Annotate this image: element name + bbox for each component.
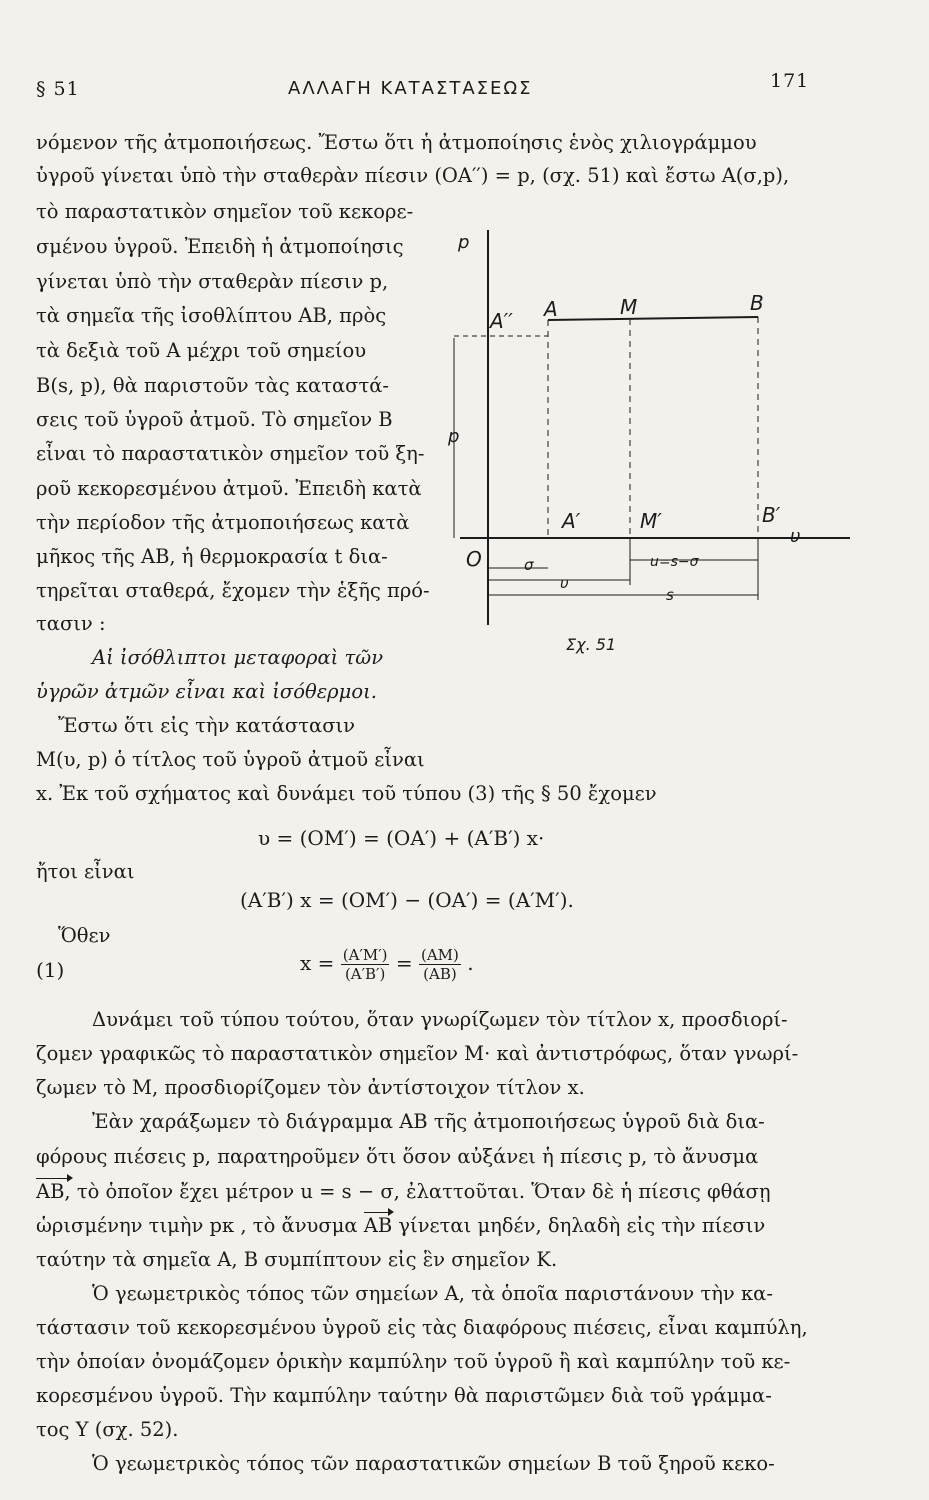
text-line: τὰ δεξιὰ τοῦ Α μέχρι τοῦ σημείου [36, 339, 367, 362]
section-number: § 51 [36, 78, 80, 100]
label-a-double-prime: Α′′ [490, 309, 513, 333]
eq-equals: = [395, 951, 413, 975]
text-line: Ἔστω ὅτι εἰς τὴν κατάστασιν [58, 714, 356, 737]
vector-ab: ΑΒ [363, 1214, 393, 1237]
equation-title-formula [300, 946, 474, 983]
figure-51-diagram [440, 220, 860, 670]
text-line: Β(s, p), θὰ παριστοῦν τὰς καταστά- [36, 374, 390, 397]
text-line: τηρεῖται σταθερά, ἔχομεν τὴν ἑξῆς πρό- [36, 579, 430, 602]
text-line: τος Υ (σχ. 52). [36, 1418, 179, 1441]
fraction-numerator: (ΑΜ) [420, 946, 459, 964]
fraction-numerator: (Α′Μ′) [342, 946, 388, 964]
fraction-primes [341, 946, 390, 983]
label-origin: Ο [466, 547, 482, 571]
text-line-rest: τὸ ὁποῖον ἔχει μέτρον u = s − σ, ἐλαττοῦται. Ὅταν δὲ ἡ πίεσις φθάσῃ [76, 1180, 771, 1203]
label-b: Β [750, 291, 764, 315]
eq-x: x = [300, 951, 335, 975]
text-line: φόρους πιέσεις p, παρατηροῦμεν ὅτι ὅσον αὐξάνει ἡ πίεσις p, τὸ ἄνυσμα [36, 1145, 759, 1168]
page-number: 171 [770, 70, 810, 92]
vector-ab: ΑΒ, [36, 1180, 71, 1203]
fraction-denominator: (ΑΒ) [423, 965, 457, 983]
text-line: ὑγροῦ γίνεται ὑπὸ τὴν σταθερὰν πίεσιν (ΟΑ′′) = p, (σχ. 51) καὶ ἔστω Α(σ,p), [36, 164, 790, 187]
label-u-equation: u=s−σ [650, 554, 699, 570]
figure-caption: Σχ. 51 [566, 635, 617, 654]
text-line: ταύτην τὰ σημεῖα Α, Β συμπίπτουν εἰς ἓν σημεῖον Κ. [36, 1248, 558, 1271]
text-line: τὴν ὁποίαν ὀνομάζομεν ὁρικὴν καμπύλην τοῦ ὑγροῦ ἢ καὶ καμπύλην τοῦ κε- [36, 1350, 791, 1373]
text-line: εἶναι τὸ παραστατικὸν σημεῖον τοῦ ξη- [36, 442, 425, 465]
equation-velocity: υ = (ΟΜ′) = (ΟΑ′) + (Α′Β′) x· [258, 826, 545, 850]
label-m: Μ [620, 295, 638, 319]
text-line: Ὁ γεωμετρικὸς τόπος τῶν παραστατικῶν σημείων Β τοῦ ξηροῦ κεκο- [92, 1452, 775, 1475]
label-p-side: p [448, 426, 460, 447]
label-v-dimension: υ [560, 574, 569, 592]
text-line: τάστασιν τοῦ κεκορεσμένου ὑγροῦ εἰς τὰς διαφόρους πιέσεις, εἶναι καμπύλη, [36, 1316, 808, 1339]
text-line: νόμενον τῆς ἀτμοποιήσεως. Ἔστω ὅτι ἡ ἀτμοποίησις ἑνὸς χιλιογράμμου [36, 131, 757, 154]
text-line: σμένου ὑγροῦ. Ἐπειδὴ ἡ ἀτμοποίησις [36, 235, 404, 258]
text-line-start: ὡρισμένην τιμὴν pκ , τὸ ἄνυσμα [36, 1214, 358, 1237]
text-line: x. Ἐκ τοῦ σχήματος καὶ δυνάμει τοῦ τύπου (3) τῆς § 50 ἔχομεν [36, 782, 657, 805]
text-line-vector [36, 1216, 765, 1236]
text-line: ζωμεν τὸ Μ, προσδιορίζομεν τὸν ἀντίστοιχον τίτλον x. [36, 1076, 585, 1099]
text-line: σεις τοῦ ὑγροῦ ἀτμοῦ. Τὸ σημεῖον Β [36, 408, 393, 431]
running-title: ΑΛΛΑΓΗ ΚΑΤΑΣΤΑΣΕΩΣ [288, 78, 533, 99]
label-a: Α [544, 297, 558, 321]
text-line: κορεσμένου ὑγροῦ. Τὴν καμπύλην ταύτην θὰ παριστῶμεν διὰ τοῦ γράμμα- [36, 1384, 772, 1407]
text-line: τασιν : [36, 612, 106, 635]
fraction-segments [419, 946, 461, 983]
proposition-line: Αἱ ἰσόθλιπτοι μεταφοραὶ τῶν [92, 646, 384, 669]
label-a-prime: Α′ [562, 509, 581, 533]
equation-number: (1) [36, 958, 65, 982]
text-line: γίνεται ὑπὸ τὴν σταθερὰν πίεσιν p, [36, 270, 389, 293]
text-line: Ἐὰν χαράξωμεν τὸ διάγραμμα ΑΒ τῆς ἀτμοποιήσεως ὑγροῦ διὰ δια- [92, 1110, 765, 1133]
label-m-prime: Μ′ [640, 509, 662, 533]
text-line: Μ(υ, p) ὁ τίτλος τοῦ ὑγροῦ ἀτμοῦ εἶναι [36, 748, 425, 771]
text-line: μῆκος τῆς ΑΒ, ἡ θερμοκρασία t δια- [36, 545, 388, 568]
text-line: ζομεν γραφικῶς τὸ παραστατικὸν σημεῖον Μ· καὶ ἀντιστρόφως, ὅταν γνωρί- [36, 1042, 799, 1065]
label-s-dimension: s [666, 586, 674, 604]
label-p-axis: p [458, 232, 470, 253]
text-line-vector [36, 1182, 771, 1202]
label-sigma: σ [524, 556, 534, 574]
text-line: Ὅθεν [58, 924, 111, 947]
label-v-axis: υ [790, 526, 801, 547]
text-line: τὸ παραστατικὸν σημεῖον τοῦ κεκορε- [36, 200, 414, 223]
equation-difference: (Α′Β′) x = (ΟΜ′) − (ΟΑ′) = (Α′Μ′). [240, 888, 574, 912]
text-line: τὰ σημεῖα τῆς ἰσοθλίπτου ΑΒ, πρὸς [36, 304, 387, 327]
text-line: τὴν περίοδον τῆς ἀτμοποιήσεως κατὰ [36, 511, 410, 534]
text-line: ἤτοι εἶναι [36, 860, 135, 883]
label-b-prime: Β′ [762, 503, 781, 527]
text-line: ροῦ κεκορεσμένου ἀτμοῦ. Ἐπειδὴ κατὰ [36, 477, 422, 500]
proposition-line: ὑγρῶν ἀτμῶν εἶναι καὶ ἰσόθερμοι. [36, 680, 377, 703]
eq-period: . [467, 951, 474, 975]
text-line: Ὁ γεωμετρικὸς τόπος τῶν σημείων Α, τὰ ὁποῖα παριστάνουν τὴν κα- [92, 1282, 773, 1305]
text-line: Δυνάμει τοῦ τύπου τούτου, ὅταν γνωρίζωμεν τὸν τίτλον x, προσδιορί- [92, 1008, 788, 1031]
isobar-ab [548, 317, 758, 320]
fraction-denominator: (Α′Β′) [344, 965, 386, 983]
text-line-rest: γίνεται μηδέν, δηλαδὴ εἰς τὴν πίεσιν [398, 1214, 766, 1237]
